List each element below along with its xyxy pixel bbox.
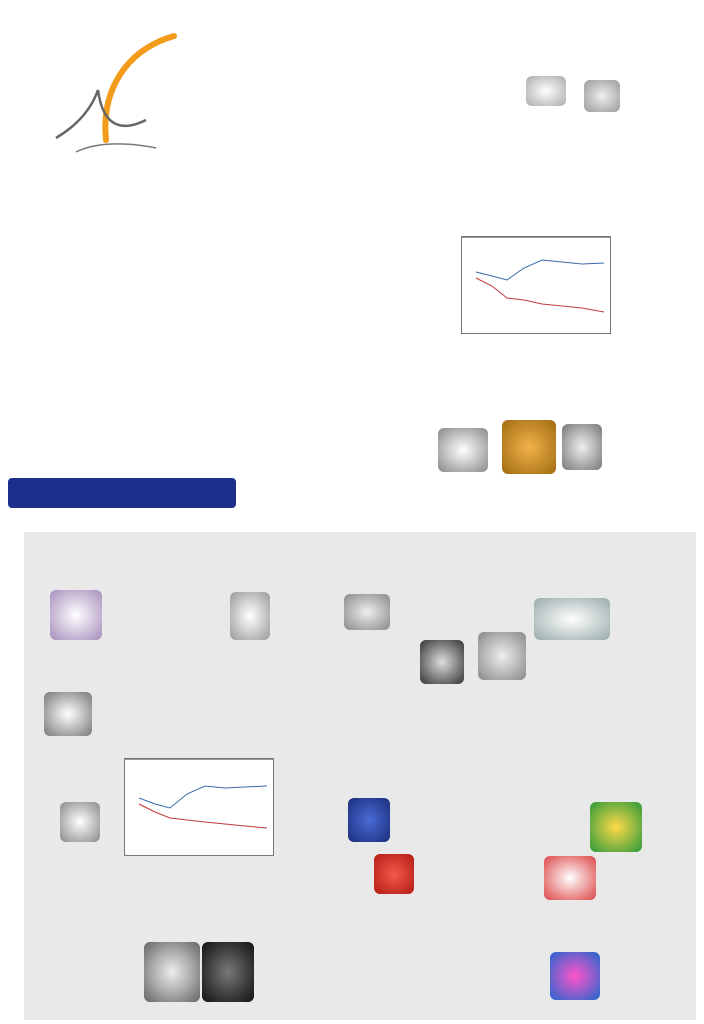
mold-photo-a [438, 428, 488, 472]
top-catalog-panel [6, 0, 698, 515]
filter-line [476, 278, 604, 312]
ds2d-frequency-chart [461, 236, 611, 334]
arman-neda-logo-icon [46, 30, 186, 160]
water-photo-mixed-2 [544, 856, 596, 900]
sd-frequency-chart [124, 758, 274, 856]
bte-photo-3 [344, 594, 390, 630]
water-photo-blue [348, 798, 390, 842]
sd-real-ear-line [139, 786, 267, 808]
sound-photo-1 [144, 942, 200, 1002]
sd-photo-1 [44, 692, 92, 736]
bte-photo-6 [478, 632, 526, 680]
bte-photo-2 [230, 592, 270, 640]
bte-photo-5 [420, 640, 464, 684]
water-photo-red [374, 854, 414, 894]
bte-photo-1 [50, 590, 102, 640]
sound-photo-3 [550, 952, 600, 1000]
water-photo-mixed [590, 802, 642, 852]
chart-plot [462, 238, 610, 316]
sound-photo-2 [202, 942, 254, 1002]
ds2d-mold-photo [526, 76, 566, 106]
sd-photo-2 [60, 802, 100, 842]
ds2d-mold-photo-2 [584, 80, 620, 112]
mold-photo-b [502, 420, 556, 474]
bte-photo-4 [534, 598, 610, 640]
bottom-catalog-panel [24, 532, 696, 1020]
real-ear-line [476, 260, 604, 280]
sd-chart-plot [125, 760, 273, 838]
website-link[interactable] [8, 478, 236, 508]
sd-filter-line [139, 804, 267, 828]
mold-photo-c [562, 424, 602, 470]
